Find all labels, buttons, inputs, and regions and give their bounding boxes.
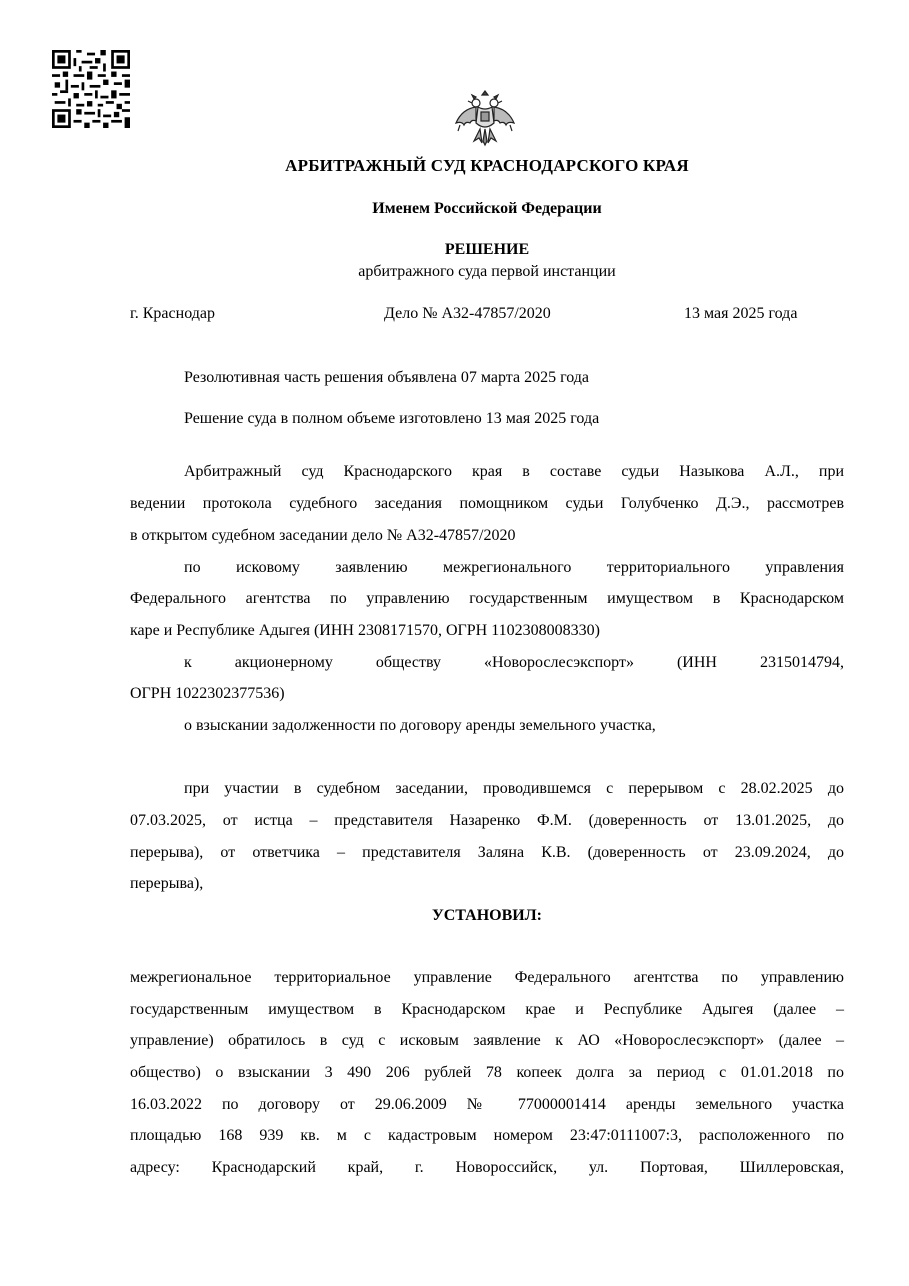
participants-line: перерыва), — [130, 875, 204, 892]
established-line: управление) обратилось в суд с исковым заявление к АО «Новорослесэкспорт» (далее – — [130, 1032, 844, 1049]
composition-line: в открытом судебном заседании дело № А32-47857/2020 — [130, 527, 516, 544]
composition-line: ведении протокола судебного заседания помощником судьи Голубченко Д.Э., рассмотрев — [130, 495, 844, 512]
operative-part-announced: Резолютивная часть решения объявлена 07 марта 2025 года — [184, 369, 590, 386]
established-line: межрегиональное территориальное управление Федерального агентства по управлению — [130, 969, 844, 986]
in-the-name-line: Именем Российской Федерации — [372, 200, 602, 217]
established-heading: УСТАНОВИЛ: — [432, 907, 542, 924]
claimant-line: каре и Республике Адыгея (ИНН 2308171570, ОГРН 1102308008330) — [130, 622, 600, 639]
established-line: 16.03.2022 по договору от 29.06.2009 № 77000001414 аренды земельного участка — [130, 1096, 844, 1113]
claimant-line: по исковому заявлению межрегионального территориального управления — [184, 559, 844, 576]
defendant-line: ОГРН 1022302377536) — [130, 685, 285, 702]
document-type: РЕШЕНИЕ — [444, 241, 530, 258]
participants-line: 07.03.2025, от истца – представителя Назаренко Ф.М. (доверенность от 13.01.2025, до — [130, 812, 844, 829]
court-name: АРБИТРАЖНЫЙ СУД КРАСНОДАРСКОГО КРАЯ — [285, 156, 689, 175]
claim-subject: о взыскании задолженности по договору аренды земельного участка, — [184, 717, 656, 734]
composition-line: Арбитражный суд Краснодарского края в составе судьи Назыкова А.Л., при — [184, 463, 844, 480]
established-line: адресу: Краснодарский край, г. Новороссийск, ул. Портовая, Шиллеровская, — [130, 1159, 844, 1176]
established-line: общество) о взыскании 3 490 206 рублей 78 копеек долга за период с 01.01.2018 по — [130, 1064, 844, 1081]
defendant-line: к акционерному обществу «Новорослесэкспорт» (ИНН 2315014794, — [184, 654, 844, 671]
document-subtype: арбитражного суда первой инстанции — [358, 263, 616, 280]
coat-of-arms-icon — [452, 85, 518, 151]
city: г. Краснодар — [130, 305, 215, 322]
participants-line: при участии в судебном заседании, проводившемся с перерывом с 28.02.2025 до — [184, 780, 844, 797]
participants-line: перерыва), от ответчика – представителя Заляна К.В. (доверенность от 23.09.2024, до — [130, 844, 844, 861]
full-decision-prepared: Решение суда в полном объеме изготовлено 13 мая 2025 года — [184, 410, 600, 427]
established-line: государственным имуществом в Краснодарском крае и Республике Адыгея (далее – — [130, 1001, 844, 1018]
qr-code-icon — [52, 50, 130, 128]
decision-date: 13 мая 2025 года — [684, 305, 798, 322]
case-number: Дело № А32-47857/2020 — [384, 305, 551, 322]
established-line: площадью 168 939 кв. м с кадастровым номером 23:47:0111007:3, расположенного по — [130, 1127, 844, 1144]
claimant-line: Федерального агентства по управлению государственным имуществом в Краснодарском — [130, 590, 844, 607]
